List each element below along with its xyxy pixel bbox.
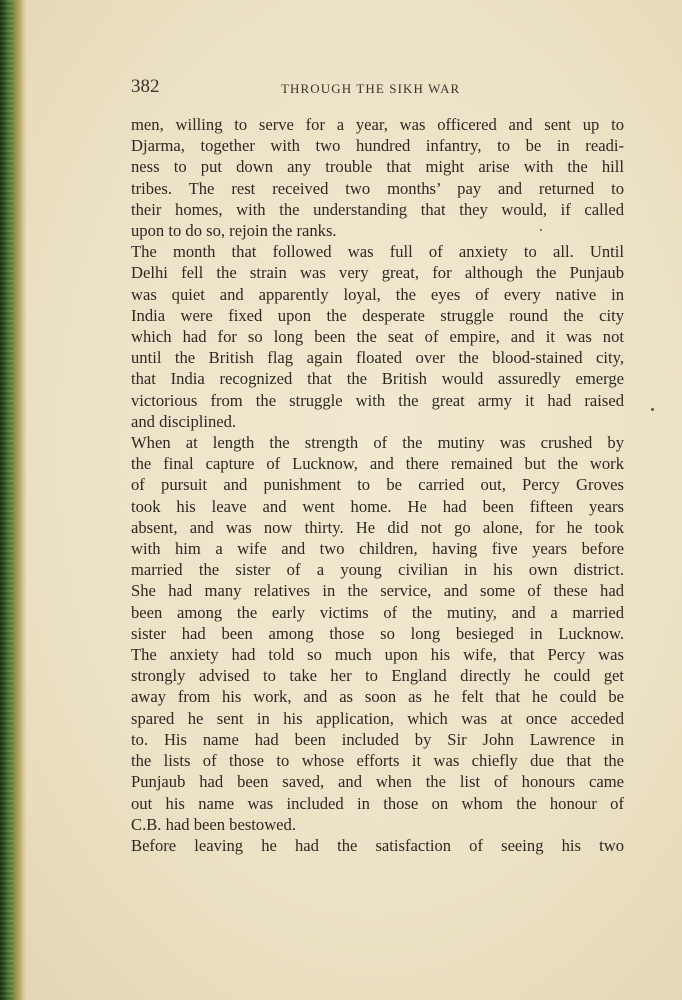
text-line: upon to do so, rejoin the ranks. (131, 221, 337, 241)
body-text (131, 114, 624, 856)
text-line: out his name was included in those on whom the honour of (131, 793, 624, 813)
running-head: THROUGH THE SIKH WAR (281, 81, 461, 96)
text-line: absent, and was now thirty. He did not go alone, for he took (131, 517, 624, 537)
text-line: Punjaub had been saved, and when the list of honours came (131, 772, 624, 792)
text-line: to. His name had been included by Sir John Lawrence in (131, 729, 624, 749)
text-line: of pursuit and punishment to be carried out, Percy Groves (131, 475, 624, 495)
text-line: Djarma, together with two hundred infantry, to be in readi- (131, 136, 624, 156)
text-line: took his leave and went home. He had been fifteen years (131, 496, 624, 516)
text-line: strongly advised to take her to England directly he could get (131, 666, 624, 686)
text-line: spared he sent in his application, which was at once acceded (131, 708, 624, 728)
text-line: Before leaving he had the satisfaction of seeing his two (131, 835, 624, 855)
text-line: been among the early victims of the mutiny, and a married (131, 602, 624, 622)
text-line: ness to put down any trouble that might arise with the hill (131, 157, 624, 177)
text-line: men, willing to serve for a year, was officered and sent up to (131, 115, 624, 134)
text-line: When at length the strength of the mutiny was crushed by (131, 433, 624, 453)
text-line: that India recognized that the British would assuredly emerge (131, 369, 624, 389)
text-line: victorious from the struggle with the great army it had raised (131, 390, 624, 410)
paper-speck (651, 408, 654, 411)
text-line: and disciplined. (131, 411, 237, 431)
text-line: C.B. had been bestowed. (131, 814, 296, 834)
paper-speck (540, 229, 542, 231)
book-binding-edge (0, 0, 26, 1000)
text-line: away from his work, and as soon as he felt that he could be (131, 687, 624, 707)
text-line: Delhi fell the strain was very great, for although the Punjaub (131, 263, 624, 283)
text-line: the final capture of Lucknow, and there remained but the work (131, 454, 624, 474)
text-line: which had for so long been the seat of empire, and it was not (131, 327, 624, 347)
page-number: 382 (131, 76, 160, 97)
text-line: India were fixed upon the desperate struggle round the city (131, 305, 624, 325)
text-line: their homes, with the understanding that they would, if called (131, 199, 624, 219)
text-line: The month that followed was full of anxiety to all. Until (131, 242, 624, 262)
text-line: was quiet and apparently loyal, the eyes of every native in (131, 284, 624, 304)
text-line: with him a wife and two children, having five years before (131, 539, 624, 559)
text-line: tribes. The rest received two months’ pay and returned to (131, 178, 624, 198)
text-line: She had many relatives in the service, and some of these had (131, 581, 624, 601)
page-header (131, 74, 624, 100)
text-line: sister had been among those so long besieged in Lucknow. (131, 623, 624, 643)
text-line: married the sister of a young civilian in his own district. (131, 560, 624, 580)
binding-texture (0, 0, 14, 1000)
text-line: the lists of those to whose efforts it was chiefly due that the (131, 751, 624, 771)
text-line: until the British flag again floated over the blood-stained city, (131, 348, 624, 368)
text-line: The anxiety had told so much upon his wife, that Percy was (131, 645, 624, 665)
